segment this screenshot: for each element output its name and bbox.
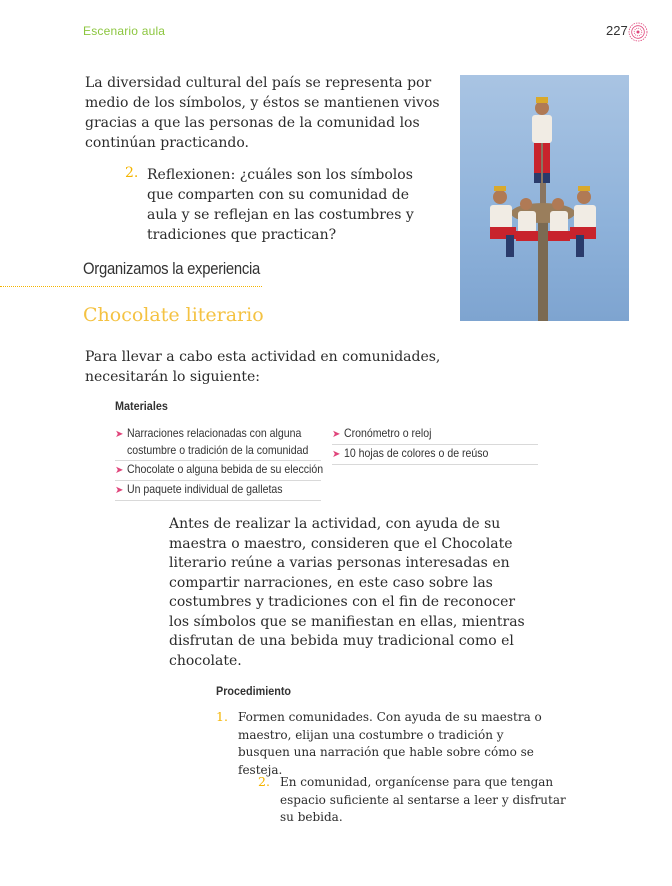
materials-list-right: [332, 425, 538, 465]
voladores-photo: [460, 75, 629, 321]
section-divider: [0, 286, 262, 287]
list-item: ➤ Chocolate o alguna bebida de su elección: [115, 461, 321, 481]
voladores-illustration: [460, 75, 629, 321]
procedure-label: Procedimiento: [216, 684, 292, 698]
list-item: ➤ Cronómetro o reloj: [332, 425, 538, 445]
procedure-step-1: [216, 709, 558, 779]
list-item-continuation: costumbre o tradición de la comunidad: [115, 442, 321, 461]
procedure-step-2: [258, 774, 570, 827]
body-paragraph: Antes de realizar la actividad, con ayuda de su maestra o maestro, consideren que el Chocolate literario reúne a varias personas interesadas en compartir narraciones, en este caso sobre las costumbres y tradiciones con el fin de reconocer los símbolos que se manifiestan en ellas, mientras disfrutan de una bebida muy tradicional como el chocolate.: [169, 516, 525, 669]
section-heading: Organizamos la experiencia: [83, 260, 261, 278]
step-number: 2.: [258, 774, 270, 789]
chevron-bullet-icon: ➤: [115, 429, 124, 440]
list-item: ➤ Narraciones relacionadas con alguna: [115, 426, 302, 440]
activity-title: Chocolate literario: [83, 304, 264, 326]
materials-label: Materiales: [115, 399, 168, 413]
needs-paragraph: Para llevar a cabo esta actividad en comunidades, necesitarán lo siguiente:: [85, 349, 441, 385]
materials-list-left: [115, 425, 324, 501]
intro-paragraph: La diversidad cultural del país se representa por medio de los símbolos, y éstos se mantienen vivos gracias a que las personas de la comunidad los continúan practicando.: [85, 75, 440, 151]
reflection-number: 2.: [125, 165, 139, 181]
list-item: ➤ 10 hojas de colores o de reúso: [332, 445, 538, 465]
step-text: En comunidad, organícense para que tengan espacio suficiente al sentarse a leer y disfrutar su bebida.: [280, 775, 566, 824]
mandala-icon: [628, 22, 648, 42]
list-item: ➤ Un paquete individual de galletas: [115, 481, 321, 501]
chevron-bullet-icon: ➤: [115, 485, 124, 496]
reflection-text: Reflexionen: ¿cuáles son los símbolos que comparten con su comunidad de aula y se reflejan en las costumbres y tradiciones que practican?: [147, 167, 414, 243]
reflection-item: [125, 165, 417, 245]
section-label: Escenario aula: [83, 24, 166, 38]
chevron-bullet-icon: ➤: [332, 429, 341, 440]
chevron-bullet-icon: ➤: [332, 449, 341, 460]
step-number: 1.: [216, 709, 228, 724]
chevron-bullet-icon: ➤: [115, 465, 124, 476]
step-text: Formen comunidades. Con ayuda de su maestra o maestro, elijan una costumbre o tradición y busquen una narración que hable sobre cómo se festeja.: [238, 710, 542, 777]
page-number: 227: [606, 23, 628, 38]
